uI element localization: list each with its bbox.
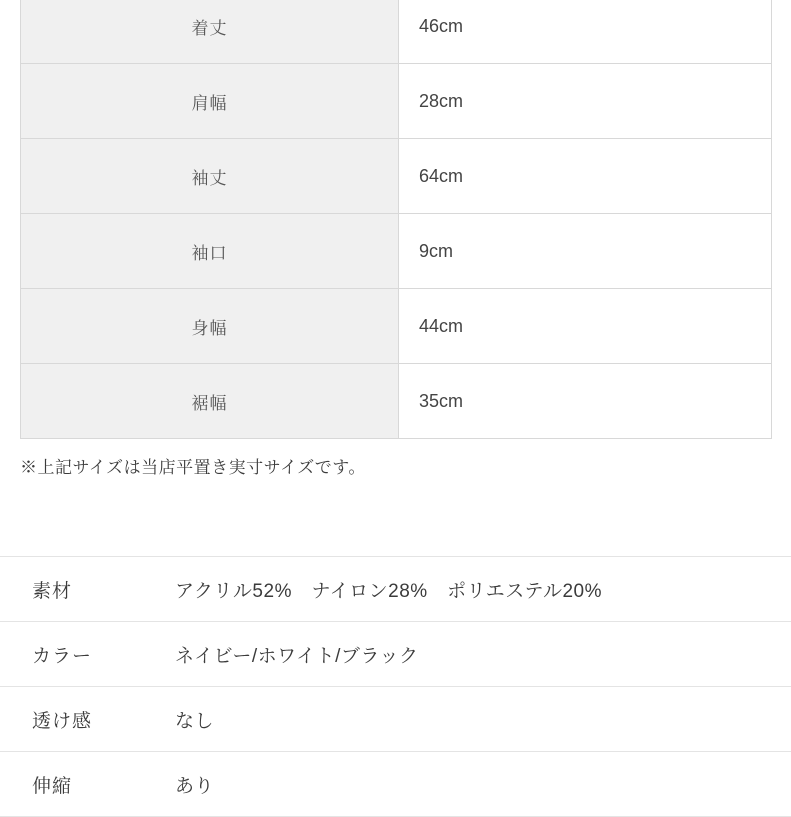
size-row-label: 裾幅	[21, 364, 399, 439]
spec-key: 伸縮	[32, 775, 73, 797]
spec-value: アクリル52% ナイロン28% ポリエステル20%	[175, 580, 602, 602]
table-row	[21, 64, 772, 139]
list-item	[0, 752, 791, 817]
size-row-value: 35cm	[399, 364, 772, 439]
size-row-value: 46cm	[399, 0, 772, 64]
size-row-label: 袖口	[21, 214, 399, 289]
spec-key: 素材	[32, 580, 73, 602]
size-row-value: 28cm	[399, 64, 772, 139]
size-row-label: 着丈	[21, 0, 399, 64]
table-row	[21, 364, 772, 439]
table-row	[21, 0, 772, 64]
size-measurement-table	[20, 0, 772, 439]
spec-key: カラー	[32, 645, 93, 667]
size-note: ※上記サイズは当店平置き実寸サイズです。	[20, 458, 366, 477]
list-item	[0, 622, 791, 687]
table-row	[21, 214, 772, 289]
product-spec-list	[0, 556, 791, 817]
spec-value: なし	[175, 710, 215, 732]
size-row-value: 44cm	[399, 289, 772, 364]
spec-value: ネイビー/ホワイト/ブラック	[175, 645, 419, 667]
size-row-label: 身幅	[21, 289, 399, 364]
table-row	[21, 139, 772, 214]
size-row-label: 肩幅	[21, 64, 399, 139]
size-row-value: 9cm	[399, 214, 772, 289]
table-row	[21, 289, 772, 364]
size-row-value: 64cm	[399, 139, 772, 214]
spec-value: あり	[175, 775, 215, 797]
list-item	[0, 557, 791, 622]
list-item	[0, 687, 791, 752]
size-row-label: 袖丈	[21, 139, 399, 214]
spec-key: 透け感	[32, 710, 93, 732]
